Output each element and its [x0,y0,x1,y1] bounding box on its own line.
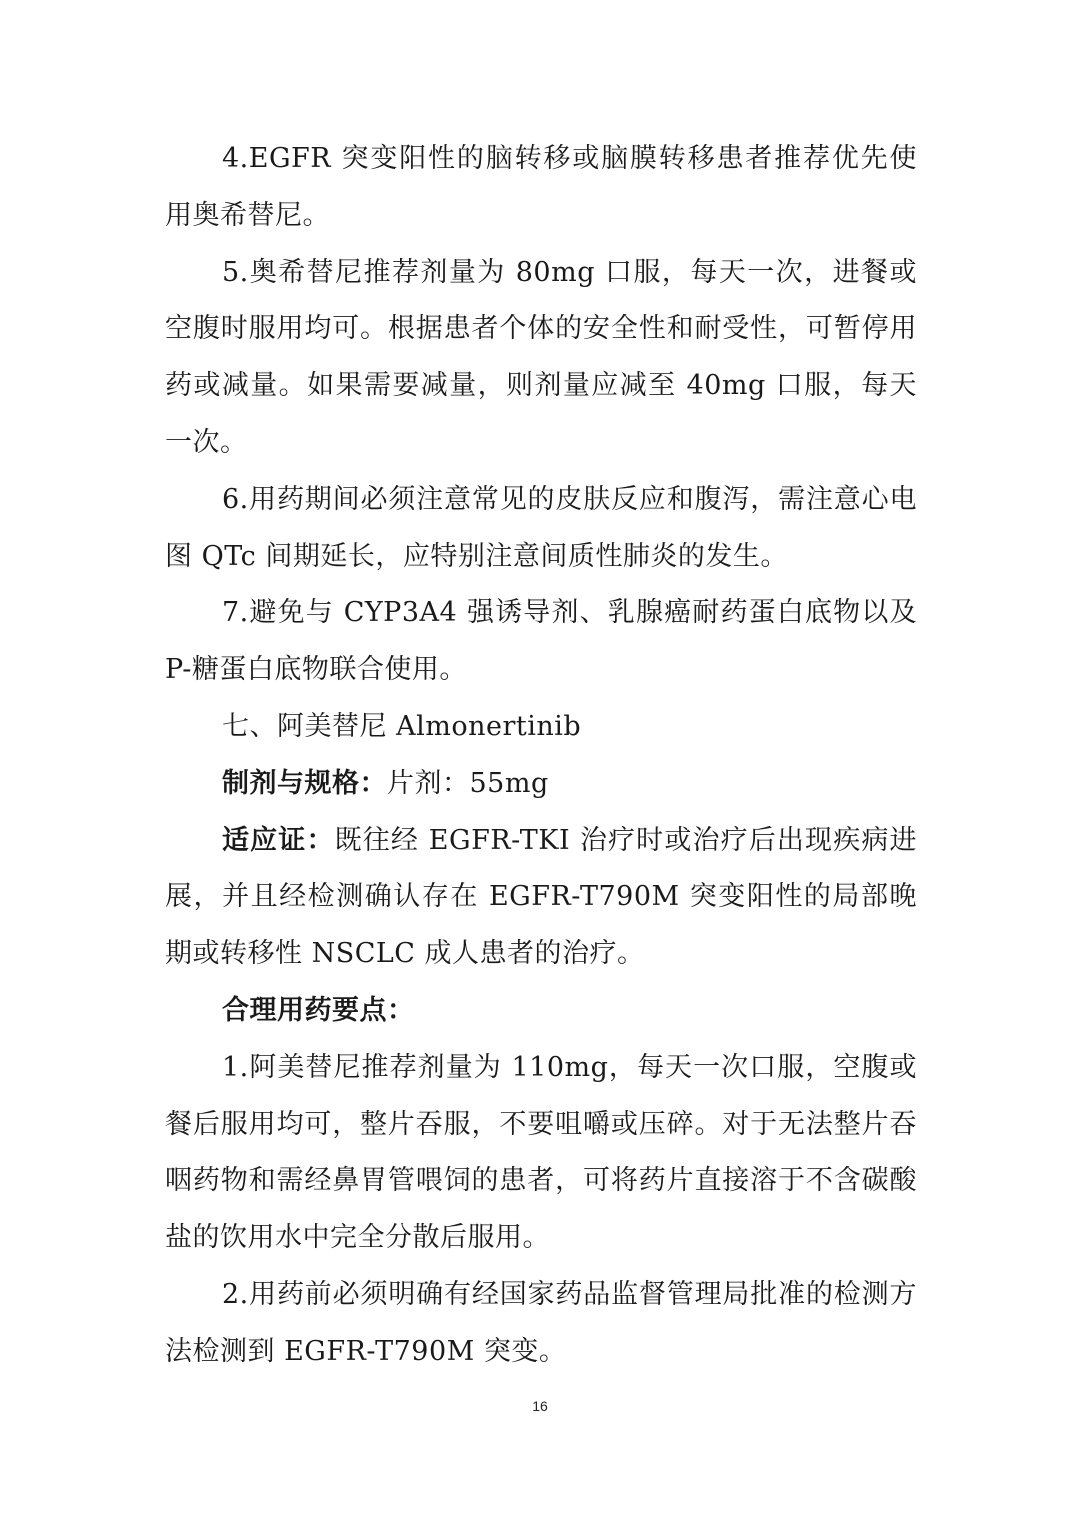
paragraph-text: 5.奥希替尼推荐剂量为 80mg 口服，每天一次，进餐或空腹时服用均可。根据患者个体的安全性和耐受性，可暂停用药或减量。如果需要减量，则剂量应减至 40mg 口服，每天一次。 [165,256,917,458]
paragraph-osimertinib-point-5 [165,245,917,472]
paragraph-osimertinib-point-7 [165,585,917,699]
paragraph-almonertinib-point-1 [165,1040,917,1267]
paragraph-formulation [165,756,917,813]
indication-label: 适应证： [222,824,335,856]
paragraph-text: 7.避免与 CYP3A4 强诱导剂、乳腺癌耐药蛋白底物以及P-糖蛋白底物联合使用。 [165,597,917,686]
paragraph-text: 既往经 EGFR-TKI 治疗时或治疗后出现疾病进展，并且经检测确认存在 EGFR-T790M 突变阳性的局部晚期或转移性 NSCLC 成人患者的治疗。 [165,824,918,970]
formulation-label: 制剂与规格： [222,767,387,799]
paragraph-text: 2.用药前必须明确有经国家药品监督管理局批准的检测方法检测到 EGFR-T790M 突变。 [165,1278,917,1367]
key-points-label: 合理用药要点： [222,994,415,1026]
page-content [165,131,917,1381]
paragraph-indication [165,813,917,983]
paragraph-text: 4.EGFR 突变阳性的脑转移或脑膜转移患者推荐优先使用奥希替尼。 [165,143,917,231]
paragraph-almonertinib-point-2 [165,1267,917,1381]
paragraph-osimertinib-point-4 [165,131,917,245]
section-heading-almonertinib [165,699,917,756]
paragraph-osimertinib-point-6 [165,472,917,586]
paragraph-text: 6.用药期间必须注意常见的皮肤反应和腹泻，需注意心电图 QTc 间期延长，应特别注意间质性肺炎的发生。 [165,483,917,572]
page-number: 16 [532,1398,548,1414]
paragraph-key-points-heading [165,983,917,1040]
paragraph-text: 片剂：55mg [387,767,549,799]
section-heading-text: 七、阿美替尼 Almonertinib [222,710,582,742]
paragraph-text: 1.阿美替尼推荐剂量为 110mg，每天一次口服，空腹或餐后服用均可，整片吞服，不要咀嚼或压碎。对于无法整片吞咽药物和需经鼻胃管喂饲的患者，可将药片直接溶于不含碳酸盐的饮用水中完全分散后服用。 [165,1051,917,1254]
